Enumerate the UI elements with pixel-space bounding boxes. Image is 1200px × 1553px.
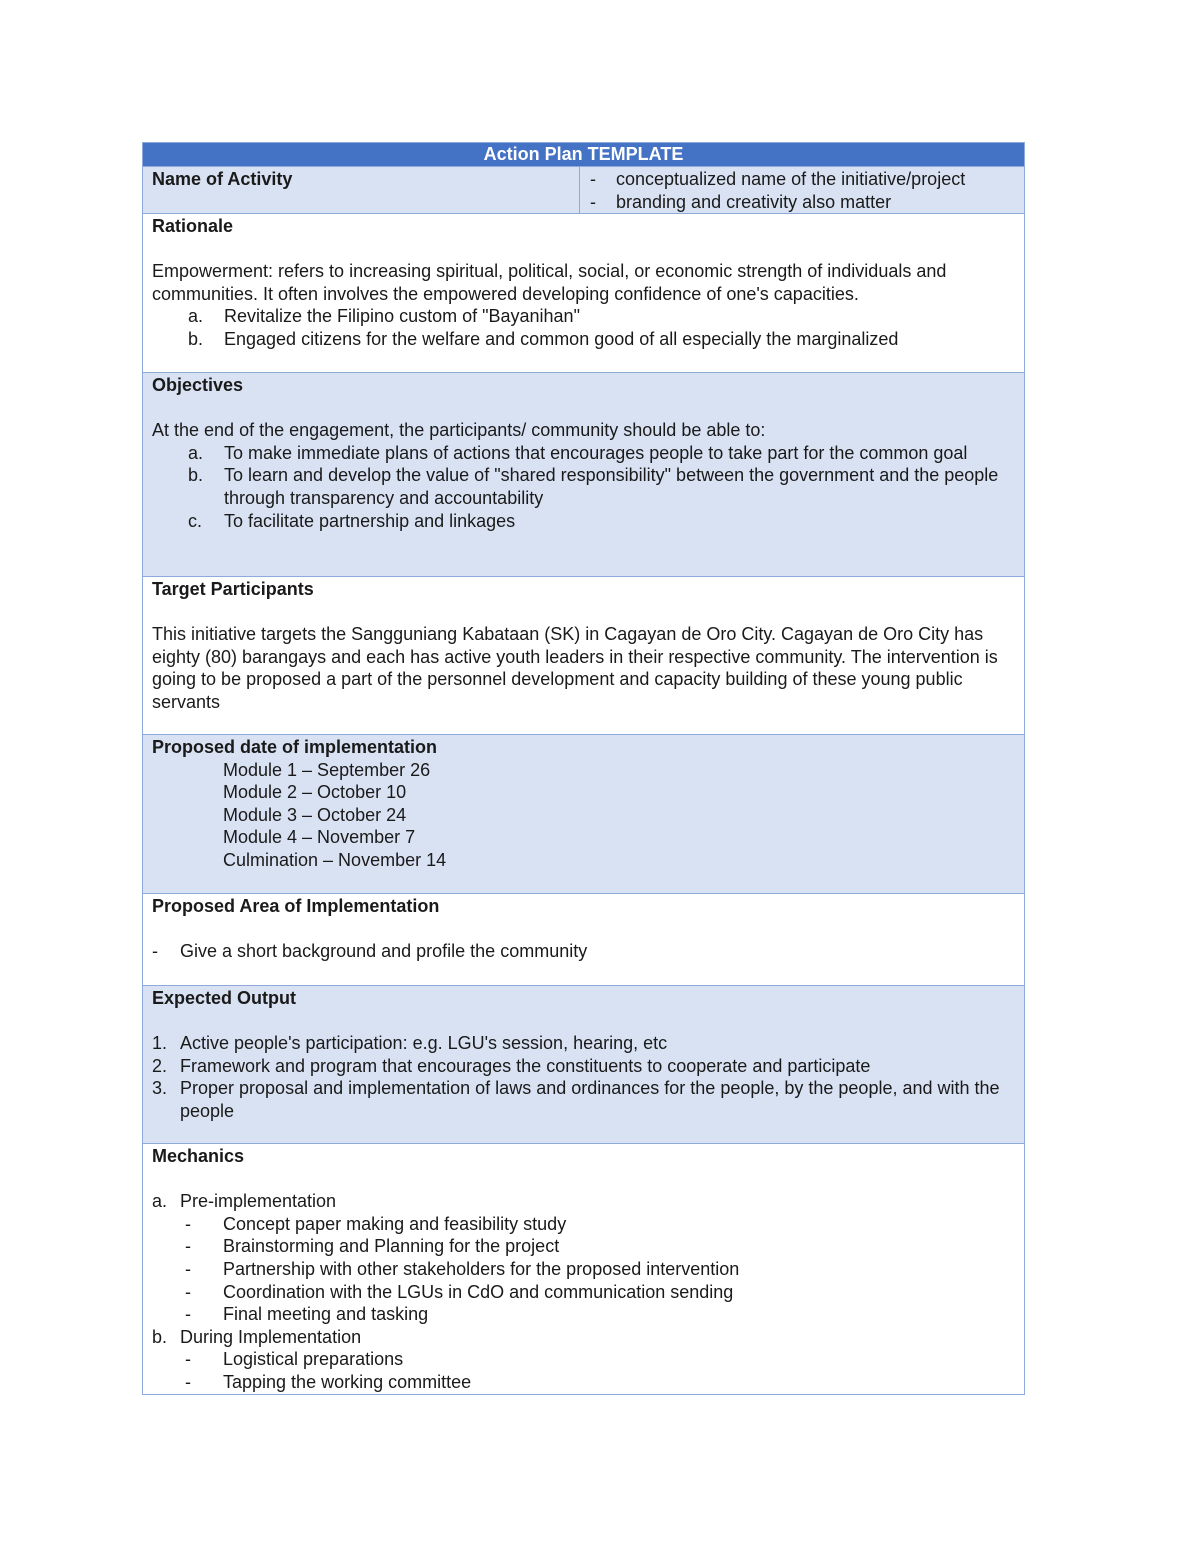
dash-bullet: -	[185, 1349, 191, 1370]
table-title: Action Plan TEMPLATE	[143, 143, 1024, 167]
name-of-activity-label: Name of Activity	[143, 167, 580, 213]
list-item: - Give a short background and profile the community	[152, 941, 588, 962]
phase-heading: b. During Implementation	[152, 1326, 362, 1347]
dash-bullet: -	[185, 1281, 191, 1302]
list-item: b. To learn and develop the value of "shared responsibility" between the government and the people through transparency and accountability	[188, 465, 999, 508]
target-participants-section	[143, 577, 1024, 735]
name-of-activity-row	[143, 167, 1024, 214]
schedule-item: Culmination – November 14	[223, 849, 447, 870]
target-participants-paragraph: This initiative targets the Sangguniang Kabataan (SK) in Cagayan de Oro City. Cagayan de Oro City has eighty (80) barangays and each has active youth leaders in their respective community. The intervention is going to be proposed a part of the personnel development and capacity building of these young public servants	[152, 624, 998, 712]
list-item: 2. Framework and program that encourages the constituents to cooperate and participate	[152, 1055, 871, 1076]
dash-bullet: -	[185, 1371, 191, 1392]
list-item: - Brainstorming and Planning for the project	[185, 1236, 560, 1257]
list-item: - branding and creativity also matter	[590, 191, 892, 212]
dash-bullet: -	[185, 1304, 191, 1325]
dash-bullet: -	[590, 169, 596, 189]
objectives-section	[143, 373, 1024, 577]
proposed-area-section	[143, 894, 1024, 986]
list-item: b. Engaged citizens for the welfare and common good of all especially the marginalized	[188, 328, 899, 349]
section-heading: Rationale	[152, 216, 234, 236]
list-item: - Final meeting and tasking	[185, 1304, 429, 1325]
schedule-item: Module 4 – November 7	[223, 827, 416, 848]
list-item: 1. Active people's participation: e.g. LGU's session, hearing, etc	[152, 1033, 668, 1054]
list-item: - Coordination with the LGUs in CdO and communication sending	[185, 1281, 734, 1302]
section-heading: Mechanics	[152, 1146, 245, 1166]
schedule-item: Module 1 – September 26	[223, 759, 431, 780]
dash-bullet: -	[590, 191, 596, 212]
dash-bullet: -	[185, 1236, 191, 1257]
name-of-activity-notes	[580, 167, 1024, 213]
schedule-item: Module 3 – October 24	[223, 804, 407, 825]
list-item: 3. Proper proposal and implementation of laws and ordinances for the people, by the people, and with the people	[152, 1078, 1000, 1121]
list-item: a. Revitalize the Filipino custom of "Bayanihan"	[188, 306, 580, 327]
section-heading: Objectives	[152, 375, 244, 395]
section-heading: Expected Output	[152, 988, 297, 1008]
rationale-paragraph: Empowerment: refers to increasing spiritual, political, social, or economic strength of individuals and communities. It often involves the empowered developing confidence of one's capacities.	[152, 261, 947, 304]
list-item: - Concept paper making and feasibility study	[185, 1213, 567, 1234]
section-heading: Proposed Area of Implementation	[152, 896, 440, 916]
dash-bullet: -	[152, 941, 158, 962]
action-plan-table	[142, 142, 1025, 1395]
objectives-intro: At the end of the engagement, the participants/ community should be able to:	[152, 420, 766, 441]
mechanics-section	[143, 1144, 1024, 1394]
list-item: a. To make immediate plans of actions that encourages people to take part for the common goal	[188, 442, 968, 463]
proposed-date-section	[143, 735, 1024, 894]
list-item: - Partnership with other stakeholders for the proposed intervention	[185, 1258, 740, 1279]
list-item: - Tapping the working committee	[185, 1371, 472, 1392]
list-item: c. To facilitate partnership and linkages	[188, 510, 516, 531]
section-heading: Target Participants	[152, 579, 314, 599]
schedule-item: Module 2 – October 10	[223, 782, 407, 803]
rationale-section	[143, 214, 1024, 373]
section-heading: Proposed date of implementation	[152, 737, 438, 757]
list-item: - conceptualized name of the initiative/project	[590, 169, 966, 189]
dash-bullet: -	[185, 1213, 191, 1234]
phase-heading: a. Pre-implementation	[152, 1191, 337, 1212]
expected-output-section	[143, 986, 1024, 1144]
dash-bullet: -	[185, 1258, 191, 1279]
list-item: - Logistical preparations	[185, 1349, 404, 1370]
